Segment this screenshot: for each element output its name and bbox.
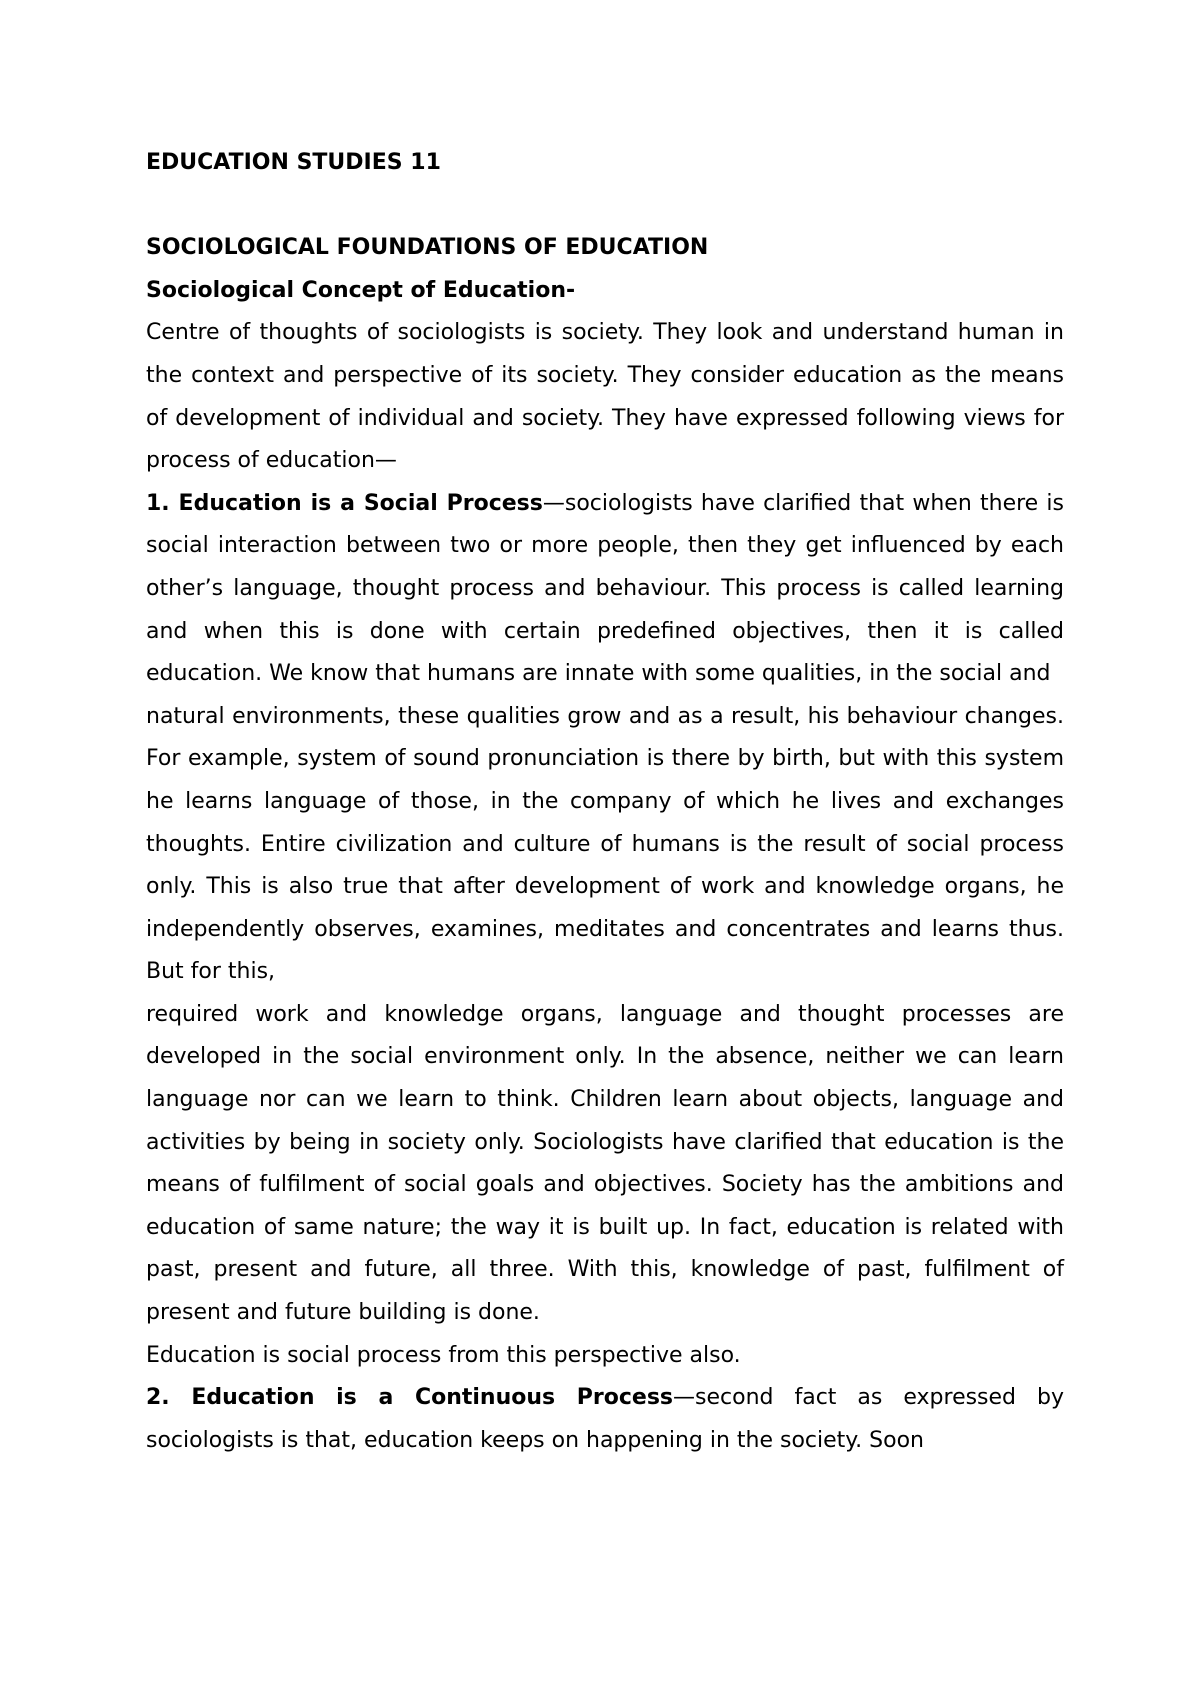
point-1-text: —sociologists have clarified that when there is social interaction between two or more people, then they get influenced by each other’s language, thought process and behaviour. This process is called learning and when this is done with certain predefined objectives, then it is called education. We know that humans are innate with some qualities, in the social and — [146, 490, 1064, 687]
point-2-paragraph — [146, 1377, 1064, 1462]
intro-paragraph: Centre of thoughts of sociologists is society. They look and understand human in the context and perspective of its society. They consider education as the means of development of individual and society. They have expressed following views for process of education— — [146, 320, 1064, 474]
point-1-conclusion: Education is social process from this perspective also. — [146, 1342, 741, 1368]
subheading: Sociological Concept of Education- — [146, 277, 576, 303]
point-1-paragraph — [146, 483, 1064, 696]
point-1-continuation-1: natural environments, these qualities grow and as a result, his behaviour changes. For example, system of sound pronunciation is there by birth, but with this system he learns language of those, in the company of which he lives and exchanges thoughts. Entire civilization and culture of humans is the result of social process only. This is also true that after development of work and knowledge organs, he independently observes, examines, meditates and concentrates and learns thus. But for this, — [146, 703, 1064, 985]
blank-line — [146, 185, 1064, 228]
course-title: EDUCATION STUDIES 11 — [146, 150, 441, 175]
section-heading: SOCIOLOGICAL FOUNDATIONS OF EDUCATION — [146, 235, 709, 261]
point-2-title: 2. Education is a Continuous Process — [146, 1385, 674, 1411]
point-2-text: —second fact as expressed by sociologists is that, education keeps on happening in the society. Soon — [146, 1385, 1065, 1453]
point-1-title: 1. Education is a Social Process — [146, 490, 543, 516]
point-1-continuation-2: required work and knowledge organs, language and thought processes are developed in the social environment only. In the absence, neither we can learn language nor can we learn to think. Children learn about objects, language and activities by being in society only. Sociologists have clarified that education is the means of fulfilment of social goals and objectives. Society has the ambitions and education of same nature; the way it is built up. In fact, education is related with past, present and future, all three. With this, knowledge of past, fulfilment of present and future building is done. — [146, 1001, 1064, 1326]
document-body — [146, 142, 1064, 1462]
